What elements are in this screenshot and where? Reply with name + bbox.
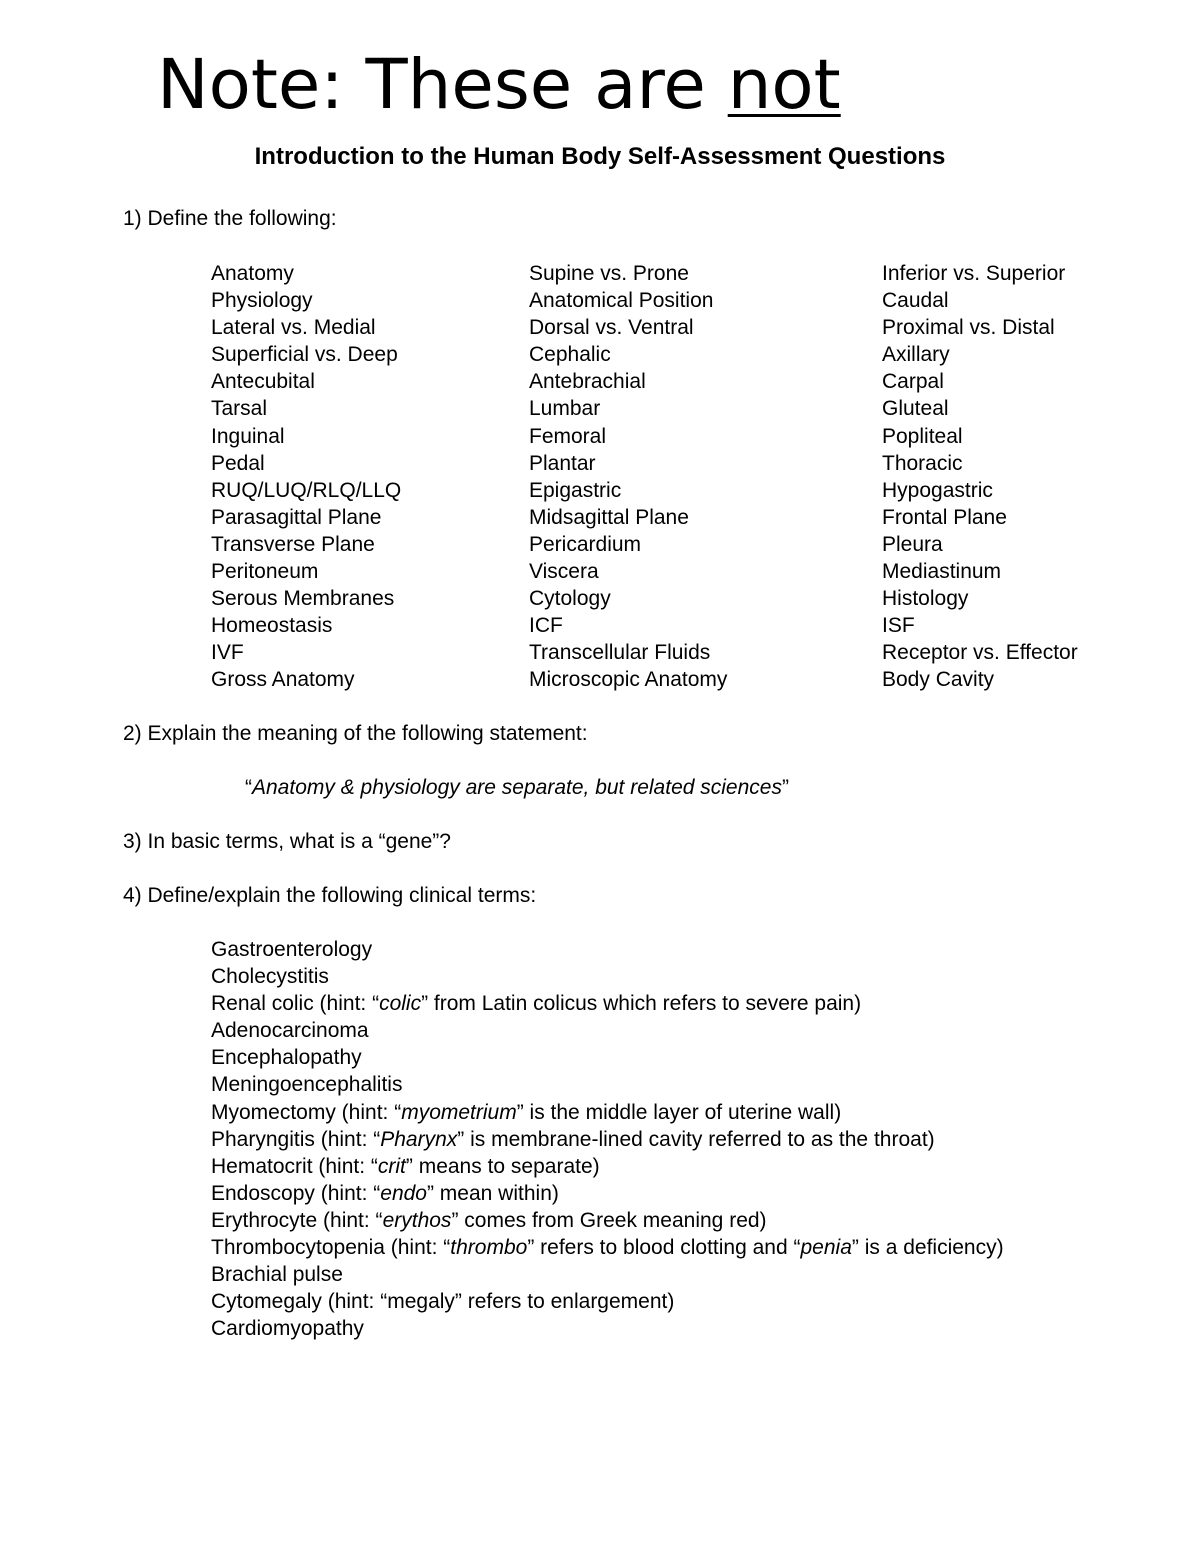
question-4: 4) Define/explain the following clinical terms: <box>123 884 537 907</box>
note-heading <box>157 45 841 125</box>
clinical-term <box>211 1315 1004 1342</box>
term-item: Axillary <box>882 343 950 367</box>
term-item: Peritoneum <box>211 560 319 584</box>
clinical-term-text: Renal colic (hint: “ <box>211 992 380 1016</box>
clinical-term-text: Myomectomy (hint: “ <box>211 1100 402 1124</box>
term-item: Carpal <box>882 370 944 394</box>
term-item: RUQ/LUQ/RLQ/LLQ <box>211 478 402 502</box>
clinical-term <box>211 1044 1004 1071</box>
clinical-term <box>211 1126 1004 1153</box>
clinical-term-text: ” is a deficiency) <box>851 1236 1004 1260</box>
term-item: Anatomy <box>211 262 294 285</box>
term-item: ICF <box>529 614 563 638</box>
clinical-term-italic: erythos <box>382 1208 452 1232</box>
clinical-term-text: Cholecystitis <box>211 965 329 989</box>
clinical-term <box>211 1288 1004 1315</box>
clinical-term-text: Hematocrit (hint: “ <box>211 1154 378 1178</box>
term-item: Dorsal vs. Ventral <box>529 316 694 340</box>
clinical-term-italic: myometrium <box>401 1100 517 1124</box>
note-prefix: Note: These are <box>157 45 728 125</box>
clinical-term <box>211 1234 1004 1261</box>
clinical-term-text: ” from Latin colicus which refers to severe pain) <box>421 992 862 1016</box>
clinical-term-italic: thrombo <box>450 1236 528 1260</box>
term-item: Tarsal <box>211 397 268 421</box>
clinical-term-italic: Pharynx <box>380 1127 458 1151</box>
clinical-term-text: Cardiomyopathy <box>211 1317 364 1341</box>
note-underlined-word: not <box>727 45 841 125</box>
term-item: Cytology <box>529 587 611 611</box>
terms-column-2 <box>529 260 727 694</box>
term-item: Plantar <box>529 451 596 475</box>
clinical-term-text: ” mean within) <box>426 1181 559 1205</box>
clinical-term-text: Brachial pulse <box>211 1263 343 1287</box>
term-item: Histology <box>882 587 969 611</box>
term-item: Serous Membranes <box>211 587 395 611</box>
question-3: 3) In basic terms, what is a “gene”? <box>123 830 451 853</box>
term-item: Hypogastric <box>882 478 993 502</box>
clinical-term-italic: penia <box>800 1236 852 1260</box>
clinical-term <box>211 1153 1004 1180</box>
term-item: Physiology <box>211 289 313 313</box>
document-title: Introduction to the Human Body Self-Assessment Questions <box>254 143 946 170</box>
clinical-term-text: Erythrocyte (hint: “ <box>211 1208 383 1232</box>
clinical-term-text: Adenocarcinoma <box>211 1019 369 1043</box>
clinical-term-text: Thrombocytopenia (hint: “ <box>211 1236 451 1260</box>
term-item: Frontal Plane <box>882 505 1007 529</box>
terms-column-1 <box>211 260 401 694</box>
term-item: Midsagittal Plane <box>529 505 689 529</box>
term-item: Gluteal <box>882 397 949 421</box>
term-item: Pericardium <box>529 532 642 556</box>
term-item: IVF <box>211 641 244 665</box>
term-item: Lumbar <box>529 397 601 421</box>
question-1: 1) Define the following: <box>123 207 337 230</box>
quote-text: Anatomy & physiology are separate, but related sciences <box>252 776 782 799</box>
clinical-term <box>211 1180 1004 1207</box>
term-item: Caudal <box>882 289 949 313</box>
term-item: ISF <box>882 614 915 638</box>
clinical-term-text: ” refers to blood clotting and “ <box>527 1236 801 1260</box>
term-item: Thoracic <box>882 451 963 475</box>
clinical-term-text: ” means to separate) <box>405 1154 600 1178</box>
term-item: Antecubital <box>211 370 315 394</box>
term-item: Microscopic Anatomy <box>529 668 728 692</box>
clinical-term-text: Encephalopathy <box>211 1046 362 1070</box>
term-item: Transcellular Fluids <box>529 641 711 665</box>
clinical-term <box>211 936 1004 963</box>
clinical-term-text: Endoscopy (hint: “ <box>211 1181 381 1205</box>
term-item: Antebrachial <box>529 370 646 394</box>
term-item: Viscera <box>529 560 599 584</box>
clinical-term-text: Meningoencephalitis <box>211 1073 403 1097</box>
clinical-term-text: ” comes from Greek meaning red) <box>451 1208 767 1232</box>
clinical-terms-list <box>211 936 1004 1342</box>
question-2: 2) Explain the meaning of the following statement: <box>123 722 588 745</box>
term-item: Body Cavity <box>882 668 995 692</box>
quoted-statement <box>245 774 789 801</box>
clinical-term <box>211 1261 1004 1288</box>
term-item: Epigastric <box>529 478 622 502</box>
term-item: Inferior vs. Superior <box>882 262 1066 285</box>
term-item: Pedal <box>211 451 265 475</box>
term-item: Homeostasis <box>211 614 333 638</box>
clinical-term-text: Pharyngitis (hint: “ <box>211 1127 381 1151</box>
clinical-term <box>211 1071 1004 1098</box>
term-item: Receptor vs. Effector <box>882 641 1078 665</box>
term-item: Transverse Plane <box>211 532 375 556</box>
term-item: Lateral vs. Medial <box>211 316 376 340</box>
term-item: Cephalic <box>529 343 611 367</box>
term-item: Popliteal <box>882 424 963 448</box>
clinical-term-text: ” is membrane-lined cavity referred to as the throat) <box>457 1127 935 1151</box>
term-item: Parasagittal Plane <box>211 505 382 529</box>
term-item: Gross Anatomy <box>211 668 355 692</box>
term-item: Mediastinum <box>882 560 1002 584</box>
clinical-term-italic: endo <box>380 1181 427 1205</box>
terms-column-3 <box>882 260 1078 694</box>
term-item: Anatomical Position <box>529 289 714 313</box>
clinical-term <box>211 963 1004 990</box>
term-item: Supine vs. Prone <box>529 262 689 285</box>
term-item: Femoral <box>529 424 607 448</box>
clinical-term <box>211 1207 1004 1234</box>
clinical-term-text: ” is the middle layer of uterine wall) <box>516 1100 842 1124</box>
term-item: Inguinal <box>211 424 285 448</box>
quote-close-mark: ” <box>781 776 789 799</box>
clinical-term-text: Cytomegaly (hint: “megaly” refers to enlargement) <box>211 1290 675 1314</box>
clinical-term-italic: colic <box>379 992 422 1016</box>
clinical-term <box>211 1099 1004 1126</box>
term-item: Proximal vs. Distal <box>882 316 1055 340</box>
term-item: Superficial vs. Deep <box>211 343 398 367</box>
quote-open-mark: “ <box>245 776 252 799</box>
clinical-term-italic: crit <box>377 1154 406 1178</box>
clinical-term <box>211 990 1004 1017</box>
clinical-term-text: Gastroenterology <box>211 938 373 961</box>
term-item: Pleura <box>882 532 943 556</box>
clinical-term <box>211 1017 1004 1044</box>
